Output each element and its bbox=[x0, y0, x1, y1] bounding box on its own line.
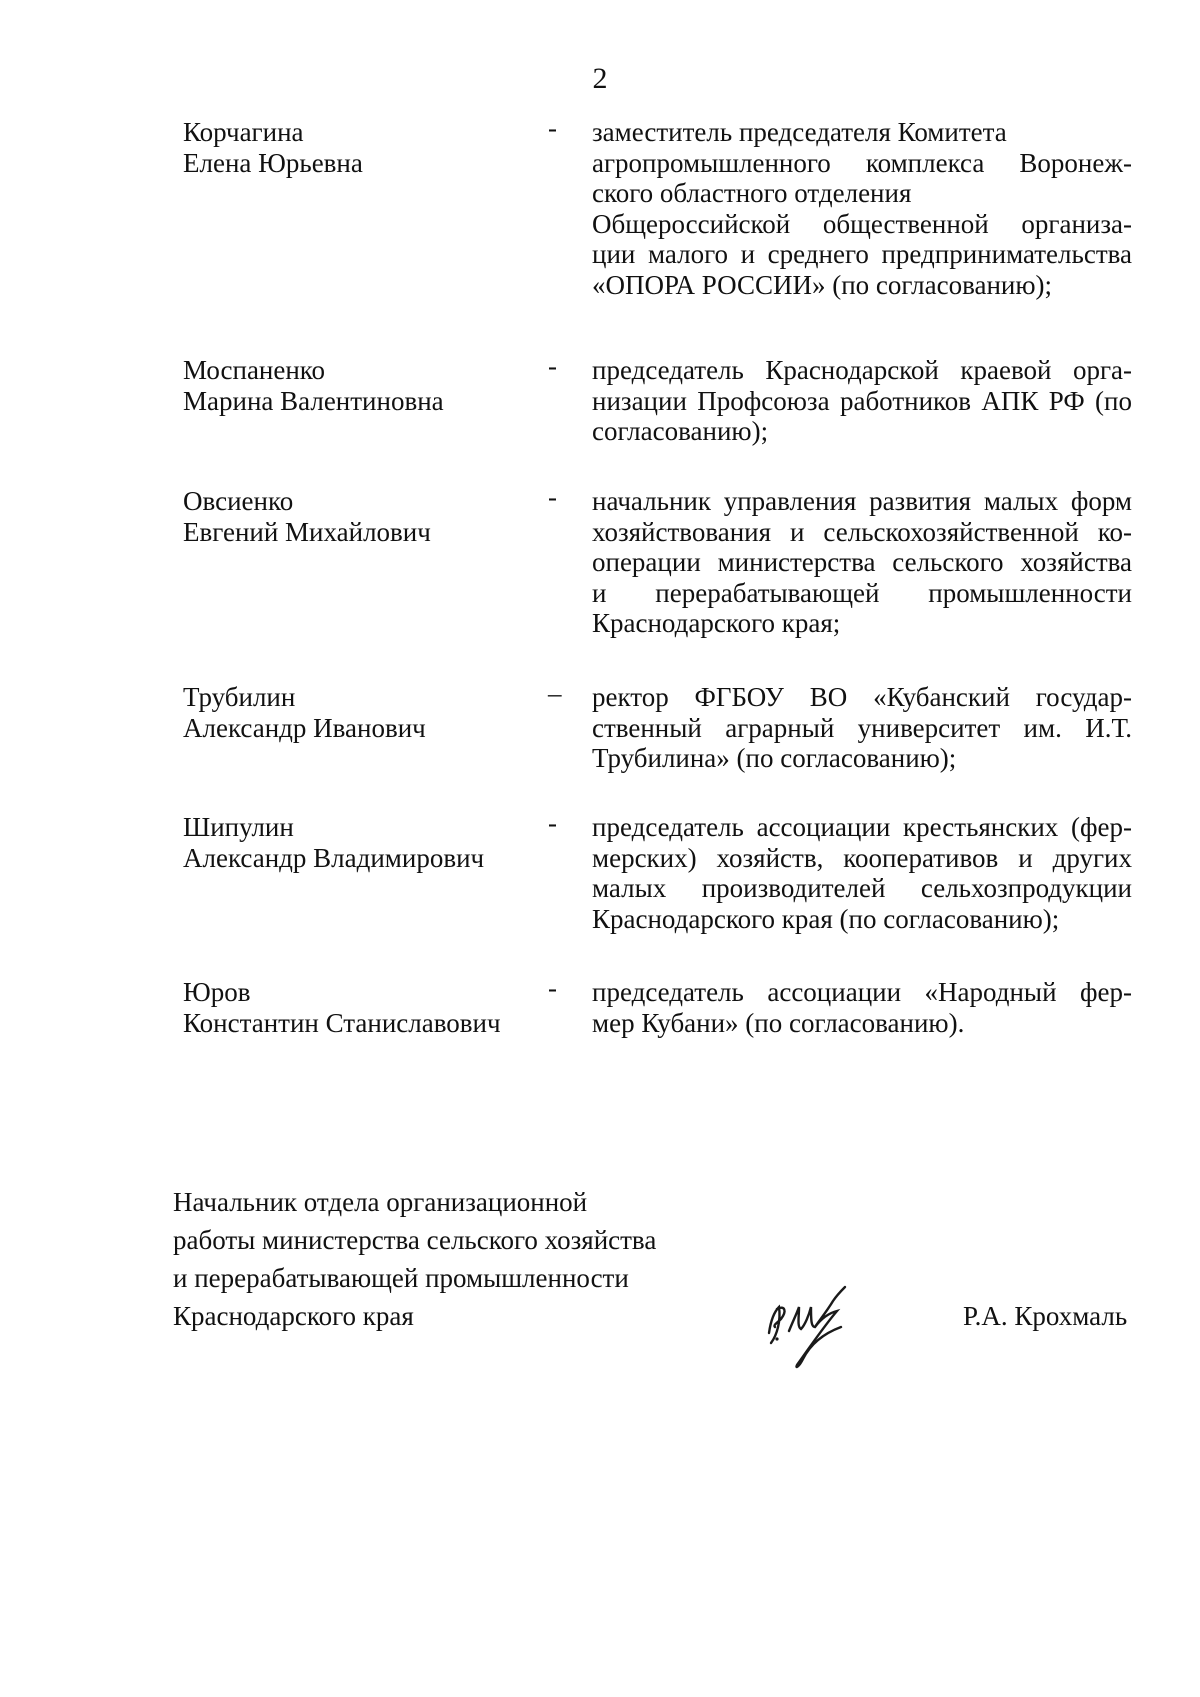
member-surname: Трубилин bbox=[183, 682, 296, 712]
member-role bbox=[592, 355, 1132, 447]
role-line: и перерабатывающей промышленности bbox=[592, 577, 1132, 608]
member-dash: – bbox=[548, 678, 562, 708]
role-line: «ОПОРА РОССИИ» (по согласованию); bbox=[592, 269, 1053, 300]
role-line: Трубилина» (по согласованию); bbox=[592, 743, 957, 773]
role-line: хозяйствования и сельскохозяйственной ко- bbox=[592, 516, 1132, 547]
member-role bbox=[592, 977, 1132, 1038]
role-line: ственный аграрный университет им. И.Т. bbox=[592, 712, 1132, 743]
member-name bbox=[183, 486, 543, 547]
member-surname: Моспаненко bbox=[183, 355, 326, 385]
signer-title-line: работы министерства сельского хозяйства bbox=[173, 1225, 657, 1255]
role-line: низации Профсоюза работников АПК РФ (по bbox=[592, 385, 1132, 416]
role-line: Краснодарского края; bbox=[592, 608, 841, 638]
member-surname: Юров bbox=[183, 977, 251, 1007]
member-given-names: Марина Валентиновна bbox=[183, 385, 444, 416]
member-surname: Овсиенко bbox=[183, 486, 294, 516]
member-given-names: Константин Станиславович bbox=[183, 1007, 501, 1038]
signer-title-line: Краснодарского края bbox=[173, 1301, 414, 1331]
signer-title-line: Начальник отдела организационной bbox=[173, 1187, 588, 1217]
role-line: председатель ассоциации крестьянских (фер- bbox=[592, 812, 1132, 842]
handwritten-signature bbox=[741, 1271, 891, 1371]
member-surname: Корчагина bbox=[183, 117, 304, 147]
member-dash: - bbox=[548, 113, 557, 143]
member-role bbox=[592, 486, 1132, 639]
member-role bbox=[592, 682, 1132, 774]
member-name bbox=[183, 812, 543, 873]
role-line: ского областного отделения bbox=[592, 178, 912, 208]
role-line: Краснодарского края (по согласованию); bbox=[592, 903, 1060, 934]
member-given-names: Александр Иванович bbox=[183, 712, 426, 743]
member-given-names: Елена Юрьевна bbox=[183, 147, 363, 178]
role-line: заместитель председателя Комитета bbox=[592, 117, 1007, 147]
signer-title bbox=[173, 1183, 733, 1335]
role-line: ции малого и среднего предпринимательства bbox=[592, 239, 1132, 269]
member-dash: - bbox=[548, 351, 557, 381]
member-given-names: Евгений Михайлович bbox=[183, 516, 431, 547]
member-dash: - bbox=[548, 973, 557, 1003]
signer-name: Р.А. Крохмаль bbox=[963, 1301, 1128, 1331]
member-name bbox=[183, 355, 543, 416]
member-surname: Шипулин bbox=[183, 812, 294, 842]
member-role bbox=[592, 812, 1132, 934]
role-line: Общероссийской общественной организа- bbox=[592, 208, 1132, 239]
member-dash: - bbox=[548, 808, 557, 838]
role-line: председатель ассоциации «Народный фер- bbox=[592, 977, 1132, 1007]
role-line: операции министерства сельского хозяйства bbox=[592, 547, 1132, 577]
role-line: начальник управления развития малых форм bbox=[592, 486, 1132, 516]
signer-title-line: и перерабатывающей промышленности bbox=[173, 1263, 629, 1293]
role-line: согласованию); bbox=[592, 416, 769, 446]
role-line: малых производителей сельхозпродукции bbox=[592, 873, 1132, 903]
member-name bbox=[183, 682, 543, 743]
member-dash: - bbox=[548, 482, 557, 512]
member-name bbox=[183, 977, 543, 1038]
role-line: мер Кубани» (по согласованию). bbox=[592, 1007, 965, 1038]
member-role bbox=[592, 117, 1132, 300]
role-line: агропромышленного комплекса Воронеж- bbox=[592, 147, 1132, 178]
page-number: 2 bbox=[592, 62, 608, 95]
role-line: ректор ФГБОУ ВО «Кубанский государ- bbox=[592, 682, 1132, 712]
role-line: председатель Краснодарской краевой орга- bbox=[592, 355, 1132, 385]
member-name bbox=[183, 117, 543, 178]
role-line: мерских) хозяйств, кооперативов и других bbox=[592, 842, 1132, 873]
member-given-names: Александр Владимирович bbox=[183, 842, 485, 873]
